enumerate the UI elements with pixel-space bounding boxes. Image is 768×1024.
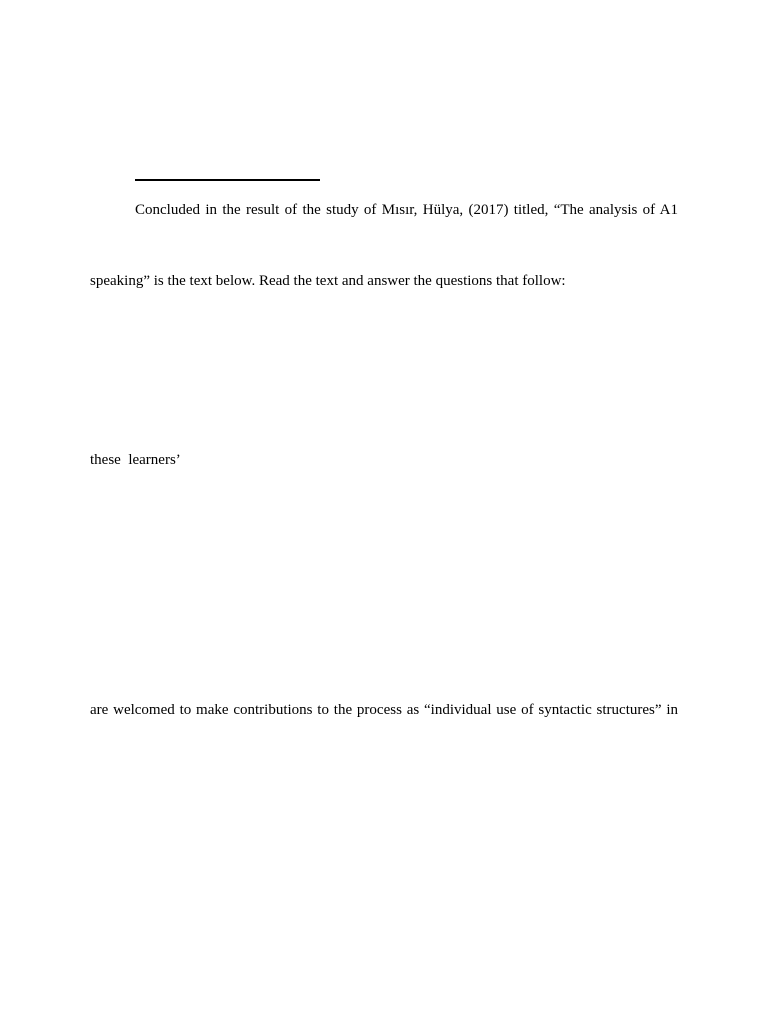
paragraph-line-1: Concluded in the result of the study of Mısır, Hülya, (2017) titled, “The analysis of A1 bbox=[135, 202, 678, 218]
paragraph-line-4: are welcomed to make contributions to the process as “individual use of syntactic structures” in bbox=[90, 702, 678, 718]
horizontal-rule bbox=[135, 179, 320, 181]
paragraph-line-3: these learners’ bbox=[90, 452, 181, 468]
paragraph-line-2: speaking” is the text below. Read the text and answer the questions that follow: bbox=[90, 273, 566, 289]
